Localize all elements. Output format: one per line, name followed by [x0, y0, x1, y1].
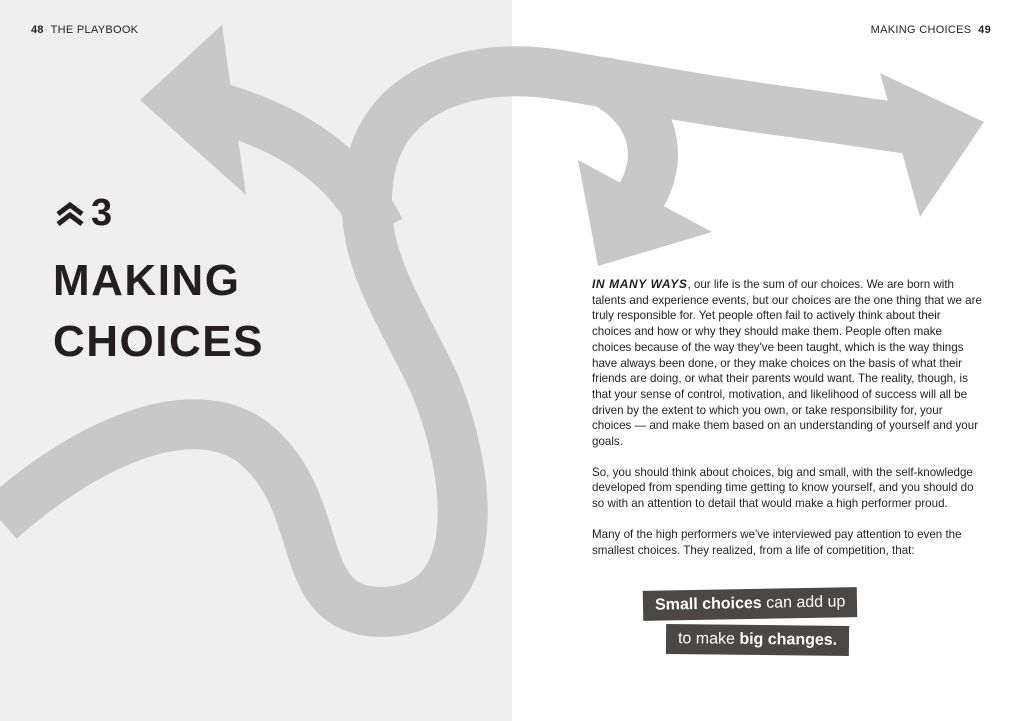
paragraph-1-text: , our life is the sum of our choices. We are born with talents and experience events, but our choices are the one thing that we are truly responsible for. Yet people often fail to actively think about their choices and how or why they should make them. People often make choices because of the way they've been taught, which is the way things have always been done, or they make choices on the basis of what their friends are doing, or what their parents would want. The reality, though, is that your sense of control, motivation, and likelihood of success will all be driven by the extent to which you own, or take responsibility for, your choices — and make them based on an understanding of yourself and your goals.: [592, 278, 982, 449]
right-page-header: [871, 24, 991, 36]
quote-bold-1: Small choices: [654, 594, 762, 614]
paragraph-2: So, you should think about choices, big and small, with the self-knowledge developed from spending time getting to know yourself, and you should do so with an attention to detail that would make a high performer proud.: [592, 465, 974, 511]
double-chevron-up-icon: [55, 201, 85, 227]
right-running-title: MAKING CHOICES: [870, 24, 972, 36]
chapter-title-line2: CHOICES: [53, 317, 264, 366]
quote-banner-2: [666, 624, 849, 656]
left-running-title: THE PLAYBOOK: [50, 24, 139, 36]
chapter-number: [55, 192, 112, 235]
quote-bold-2: big changes.: [739, 630, 838, 649]
left-page-number: 48: [31, 24, 44, 36]
body-text: [592, 277, 982, 573]
chapter-title-line1: MAKING: [53, 256, 241, 305]
left-arrowhead: [140, 25, 246, 195]
chapter-number-text: 3: [91, 192, 113, 234]
pull-quote: [640, 585, 900, 665]
right-page-number: 49: [978, 24, 991, 36]
paragraph-1: [592, 277, 982, 450]
paragraph-3: Many of the high performers we've interviewed pay attention to even the smallest choices. They realized, from a life of competition, that:: [592, 527, 962, 557]
quote-banner-1: [643, 587, 858, 621]
quote-text-1: can add up: [761, 593, 846, 612]
left-page-header: [31, 24, 138, 36]
quote-text-2: to make: [677, 630, 740, 648]
lead-in: IN MANY WAYS: [592, 277, 688, 291]
chapter-title: [53, 250, 264, 372]
